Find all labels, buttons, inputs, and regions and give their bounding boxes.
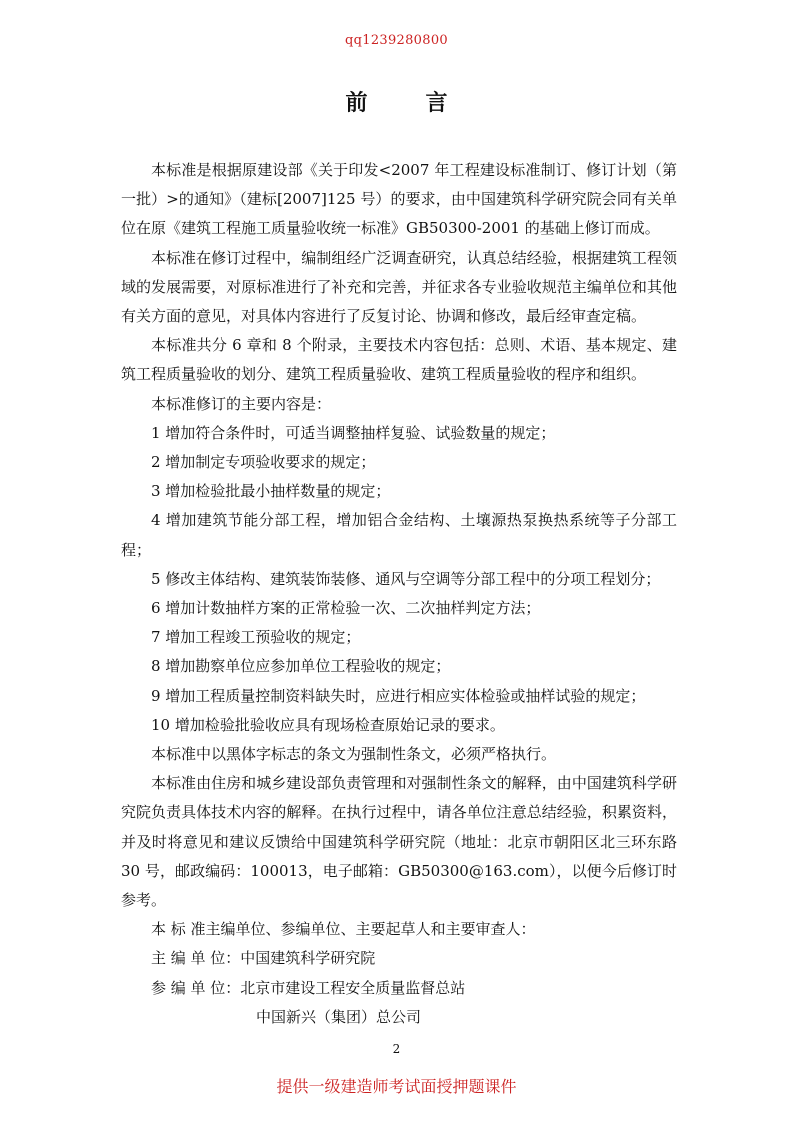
list-item: 3 增加检验批最小抽样数量的规定； bbox=[151, 482, 391, 501]
list-item: 7 增加工程竣工预验收的规定； bbox=[151, 628, 361, 647]
paragraph: 本 标 准主编单位、参编单位、主要起草人和主要审查人： bbox=[151, 920, 536, 939]
list-item: 2 增加制定专项验收要求的规定； bbox=[151, 453, 376, 472]
header-contact-note: qq1239280800 bbox=[345, 33, 448, 48]
footer-ad-note: 提供一级建造师考试面授押题课件 bbox=[276, 1077, 517, 1096]
list-item: 8 增加勘察单位应参加单位工程验收的规定； bbox=[151, 657, 451, 676]
paragraph: 本标准是根据原建设部《关于印发<2007 年工程建设标准制订、修订计划（第一批）>的通知》（建标[2007]125 号）的要求，由中国建筑科学研究院会同有关单位在原《建筑工程施工质量验收统一标准》GB50300-2001 的基础上修订而成。 bbox=[121, 161, 677, 238]
participant-line: 参 编 单 位：北京市建设工程安全质量监督总站 bbox=[151, 978, 466, 997]
list-item: 6 增加计数抽样方案的正常检验一次、二次抽样判定方法； bbox=[151, 599, 541, 618]
paragraph: 本标准在修订过程中，编制组经广泛调查研究，认真总结经验，根据建筑工程领域的发展需要，对原标准进行了补充和完善，并征求各专业验收规范主编单位和其他有关方面的意见，对具体内容进行了反复讨论、协调和修改，最后经审查定稿。 bbox=[121, 248, 677, 326]
paragraph: 本标准共分 6 章和 8 个附录，主要技术内容包括：总则、术语、基本规定、建筑工程质量验收的划分、建筑工程质量验收、建筑工程质量验收的程序和组织。 bbox=[121, 336, 677, 384]
participant-continuation: 中国新兴（集团）总公司 bbox=[256, 1007, 422, 1026]
list-item: 5 修改主体结构、建筑装饰装修、通风与空调等分部工程中的分项工程划分； bbox=[151, 569, 661, 588]
page-number: 2 bbox=[392, 1042, 401, 1056]
list-item: 9 增加工程质量控制资料缺失时，应进行相应实体检验或抽样试验的规定； bbox=[151, 686, 646, 705]
list-item: 4 增加建筑节能分部工程，增加铝合金结构、土壤源热泵换热系统等子分部工程； bbox=[121, 511, 677, 559]
paragraph: 本标准修订的主要内容是： bbox=[151, 394, 332, 413]
page-title: 前 言 bbox=[345, 90, 466, 116]
editor-line: 主 编 单 位：中国建筑科学研究院 bbox=[151, 949, 376, 968]
list-item: 10 增加检验批验收应具有现场检查原始记录的要求。 bbox=[151, 715, 505, 734]
paragraph: 本标准中以黑体字标志的条文为强制性条文，必须严格执行。 bbox=[151, 745, 557, 764]
paragraph: 本标准由住房和城乡建设部负责管理和对强制性条文的解释，由中国建筑科学研究院负责具体技术内容的解释。在执行过程中，请各单位注意总结经验，积累资料，并及时将意见和建议反馈给中国建筑科学研究院（地址：北京市朝阳区北三环东路 30 号，邮政编码：100013，电子邮箱：GB50300@163.com），以便今后修订时参考。 bbox=[121, 774, 677, 910]
list-item: 1 增加符合条件时，可适当调整抽样复验、试验数量的规定； bbox=[151, 423, 556, 442]
preface-body bbox=[121, 156, 677, 1032]
